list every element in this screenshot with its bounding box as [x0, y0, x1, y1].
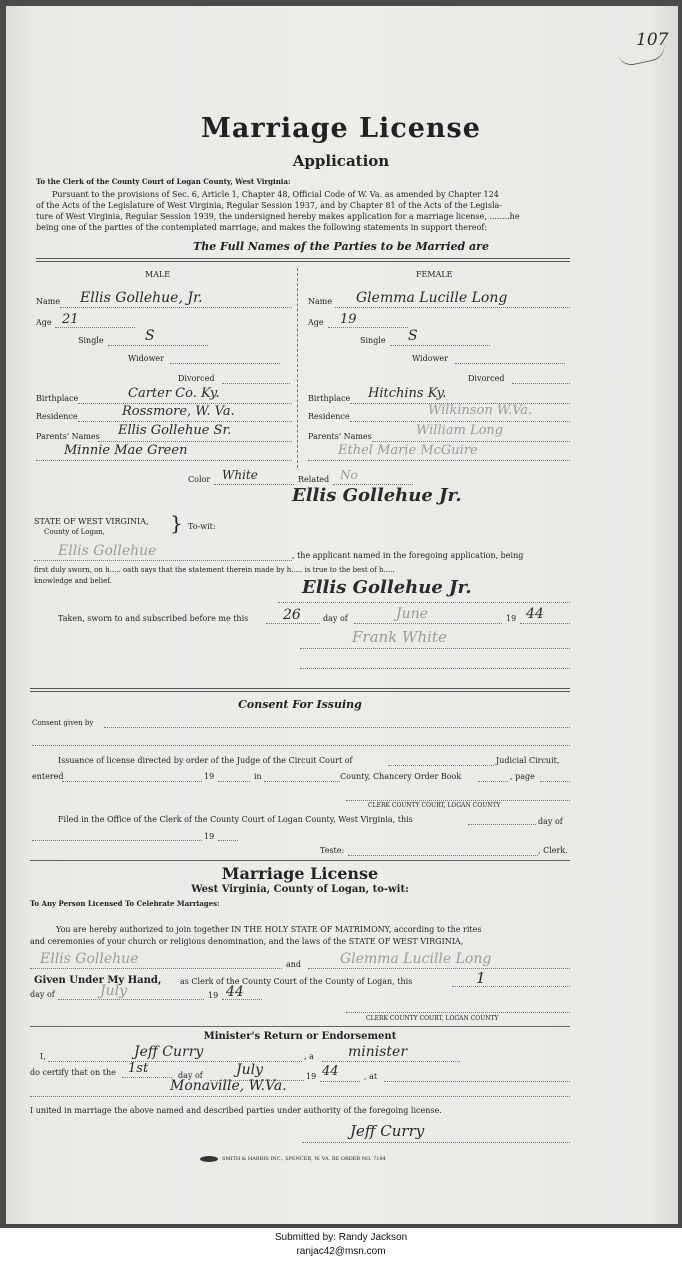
taken-month-value: June	[396, 606, 428, 622]
brace: }	[170, 511, 183, 535]
minister-name-line	[48, 1061, 302, 1062]
applicant-name-value: Ellis Gollehue	[58, 543, 157, 559]
license-groom-value: Ellis Gollehue	[40, 951, 139, 967]
cert-year-value: 44	[322, 1064, 339, 1079]
female-widower-line	[455, 363, 565, 364]
consent-line	[104, 727, 570, 728]
male-birthplace-value: Carter Co. Ky.	[128, 386, 220, 401]
license-to-line: To Any Person Licensed To Celebrate Marriages:	[30, 899, 220, 908]
page-title: Marriage License	[201, 113, 481, 144]
female-birthplace-value: Hitchins Ky.	[368, 386, 447, 401]
color-label: Color	[188, 475, 211, 484]
female-name-value: Glemma Lucille Long	[356, 290, 508, 306]
chancery-label: County, Chancery Order Book	[340, 772, 462, 781]
clerk-caption-line-2	[346, 1012, 570, 1013]
column-divider	[297, 268, 298, 468]
female-age-value: 19	[340, 312, 357, 327]
color-line	[214, 484, 294, 485]
male-birthplace-label: Birthplace	[36, 394, 79, 403]
male-residence-label: Residence	[36, 412, 78, 421]
female-name-line	[335, 307, 570, 308]
female-parent-2: Ethel Marie McGuire	[338, 443, 478, 458]
pursuant-line-4: being one of the parties of the contemplated marriage, and makes the following statements in support thereof:	[36, 223, 488, 232]
female-single-line	[390, 345, 490, 346]
pursuant-line-3: ture of West Virginia, Regular Session 1939, the undersigned hereby makes application for a marriage license, ........he	[36, 212, 520, 221]
taken-day-value: 26	[283, 607, 301, 623]
page-label: , page	[510, 772, 535, 781]
sworn-signature: Ellis Gollehue Jr.	[302, 577, 472, 598]
cert-year-line	[320, 1081, 360, 1082]
given-day-line	[452, 986, 570, 987]
cert-day-of-label: day of	[178, 1071, 203, 1080]
teste-label: Teste:	[320, 846, 345, 855]
given-day-value: 1	[476, 969, 486, 987]
license-groom-line	[30, 968, 282, 969]
entered-line	[62, 781, 202, 782]
printer-line: SMITH & HARRIS INC., SPENCER, W. VA. RE ORDER NO. 7184	[222, 1156, 386, 1162]
female-heading: FEMALE	[416, 270, 453, 279]
taken-day-of-label: day of	[323, 614, 348, 623]
at-line	[384, 1081, 570, 1082]
cert-day-value: 1st	[128, 1061, 149, 1076]
page-number: 107	[636, 30, 669, 50]
female-parent-1: William Long	[416, 423, 504, 438]
consent-line-2	[32, 745, 570, 746]
a-label: , a	[304, 1052, 314, 1061]
filed-day-line	[468, 824, 536, 825]
clerk-signature-line	[300, 648, 570, 649]
male-divorced-label: Divorced	[178, 374, 215, 383]
female-divorced-line	[512, 383, 570, 384]
full-names-heading: The Full Names of the Parties to be Married are	[193, 240, 489, 253]
related-value: No	[340, 468, 358, 482]
given-year-value: 44	[226, 984, 244, 1000]
consent-divider	[30, 688, 570, 692]
applicant-name-line	[34, 560, 292, 561]
teste-line	[348, 855, 538, 856]
pursuant-line-1: Pursuant to the provisions of Sec. 6, Article 1, Chapter 48, Official Code of W. Va. as amended by Chapter 124	[52, 190, 499, 199]
given-label: Given Under My Hand,	[34, 975, 162, 986]
female-age-label: Age	[308, 318, 324, 327]
minister-title-line	[322, 1061, 460, 1062]
cert-day-line	[122, 1077, 172, 1078]
united-text: I united in marriage the above named and described parties under authority of the foregoing license.	[30, 1106, 442, 1115]
female-birthplace-label: Birthplace	[308, 394, 351, 403]
at-label: , at	[364, 1072, 378, 1081]
cert-year-prefix: 19	[306, 1072, 317, 1081]
consent-label: Consent given by	[32, 719, 94, 727]
clerk-caption: CLERK COUNTY COURT, LOGAN COUNTY	[368, 802, 501, 809]
license-subtitle: West Virginia, County of Logan, to-wit:	[191, 884, 409, 895]
clerk-title-line	[300, 668, 570, 669]
submitted-by: Submitted by: Randy Jackson	[274, 1232, 408, 1243]
male-widower-line	[170, 363, 280, 364]
male-residence-value: Rossmore, W. Va.	[122, 404, 235, 419]
female-residence-line	[350, 421, 570, 422]
male-name-label: Name	[36, 297, 61, 306]
color-value: White	[222, 468, 258, 482]
male-widower-label: Widower	[128, 354, 164, 363]
male-parents-line-1	[98, 441, 292, 442]
male-age-line	[55, 327, 135, 328]
given-year-prefix: 19	[208, 991, 219, 1000]
taken-year-prefix: 19	[506, 614, 517, 623]
given-day-of-label: day of	[30, 990, 55, 999]
related-label: Related	[298, 475, 330, 484]
female-single-label: Single	[360, 336, 386, 345]
male-single-line	[108, 345, 208, 346]
to-clerk-line: To the Clerk of the County Court of Logan County, West Virginia:	[36, 177, 291, 186]
applicant-signature: Ellis Gollehue Jr.	[292, 485, 462, 506]
female-divorced-label: Divorced	[468, 374, 505, 383]
male-parents-label: Parents' Names	[36, 432, 100, 441]
chancery-line	[478, 781, 508, 782]
entered-label: entered	[32, 772, 64, 781]
filed-year-prefix: 19	[204, 832, 215, 841]
pursuant-line-2: of the Acts of the Legislature of West Virginia, Regular Session 1937, and by Chapter 81 of the Acts of the Legisla-	[36, 201, 502, 210]
male-residence-line	[78, 421, 292, 422]
cert-place-line	[30, 1096, 570, 1097]
judicial-circuit-label: Judicial Circuit,	[496, 756, 560, 765]
entered-year-prefix: 19	[204, 772, 215, 781]
and-label: and	[286, 960, 302, 969]
taken-year-value: 44	[526, 606, 544, 622]
given-month-value: July	[100, 983, 128, 999]
clerk-caption-line	[346, 800, 570, 801]
clerk-caption-2: CLERK COUNTY COURT, LOGAN COUNTY	[366, 1015, 499, 1022]
county-line: County of Logan,	[44, 528, 105, 536]
state-line: STATE OF WEST VIRGINIA,	[34, 517, 149, 526]
male-parents-line-2	[36, 460, 292, 461]
female-age-line	[328, 327, 408, 328]
minister-signature: Jeff Curry	[350, 1122, 425, 1140]
minister-signature-line	[302, 1142, 570, 1143]
license-bride-line	[308, 968, 570, 969]
male-divorced-line	[222, 383, 290, 384]
applicant-text: , the applicant named in the foregoing application, being	[292, 551, 524, 560]
clerk-signature: Frank White	[352, 628, 447, 646]
taken-label: Taken, sworn to and subscribed before me this	[58, 614, 249, 623]
filed-line: Filed in the Office of the Clerk of the County Court of Logan County, West Virginia, this	[58, 815, 413, 824]
male-single-label: Single	[78, 336, 104, 345]
certify-label: do certify that on the	[30, 1068, 116, 1077]
license-bride-value: Glemma Lucille Long	[340, 951, 492, 967]
page-line	[540, 781, 570, 782]
male-name-line	[60, 307, 292, 308]
submitter-email[interactable]: ranjac42@msn.com	[296, 1246, 386, 1257]
filed-month-line	[32, 840, 202, 841]
knowledge-text: knowledge and belief.	[34, 577, 112, 585]
cert-place-value: Monaville, W.Va.	[170, 1078, 287, 1094]
male-parent-2: Minnie Mae Green	[64, 443, 188, 458]
female-parents-line-1	[372, 441, 570, 442]
female-widower-label: Widower	[412, 354, 448, 363]
minister-name-value: Jeff Curry	[134, 1044, 204, 1060]
female-parents-line-2	[308, 460, 570, 461]
cert-month-value: July	[236, 1062, 264, 1078]
printer-mark-icon	[200, 1156, 218, 1162]
sworn-signature-line	[278, 602, 570, 603]
minister-title-value: minister	[348, 1044, 408, 1060]
clerk-label: , Clerk.	[538, 846, 568, 855]
minister-heading: Minister's Return or Endorsement	[203, 1031, 397, 1042]
male-age-label: Age	[36, 318, 52, 327]
section-divider	[36, 258, 570, 262]
male-parent-1: Ellis Gollehue Sr.	[118, 423, 232, 438]
taken-month-line	[354, 623, 502, 624]
license-text-1: You are hereby authorized to join together IN THE HOLY STATE OF MATRIMONY, according to the rites	[56, 925, 482, 934]
sworn-text: first duly sworn, on h..... oath says that the statement therein made by h..... is true to the best of h.....	[34, 566, 395, 574]
i-label: I,	[40, 1052, 46, 1061]
male-age-value: 21	[62, 312, 79, 327]
taken-year-line	[520, 623, 570, 624]
license-title: Marriage License	[221, 864, 379, 883]
page-subtitle: Application	[292, 152, 390, 170]
given-month-line	[58, 999, 204, 1000]
circuit-line	[388, 765, 494, 766]
female-residence-value: Wilkinson W.Va.	[428, 403, 533, 418]
minister-divider	[30, 1026, 570, 1027]
taken-day-line	[266, 623, 320, 624]
female-single-value: S	[408, 328, 418, 344]
male-name-value: Ellis Gollehue, Jr.	[80, 290, 203, 306]
entered-year-line	[218, 781, 250, 782]
issuance-line: Issuance of license directed by order of the Judge of the Circuit Court of	[58, 756, 353, 765]
in-line	[264, 781, 340, 782]
license-text-2: and ceremonies of your church or religious denomination, and the laws of the STATE OF WEST VIRGINIA,	[30, 937, 464, 946]
filed-year-line	[218, 840, 238, 841]
consent-heading: Consent For Issuing	[238, 698, 362, 711]
male-single-value: S	[145, 328, 155, 344]
female-name-label: Name	[308, 297, 333, 306]
male-heading: MALE	[145, 270, 171, 279]
to-wit-label: To-wit:	[188, 522, 216, 531]
filed-day-of-label: day of	[538, 817, 563, 826]
female-parents-label: Parents' Names	[308, 432, 372, 441]
female-residence-label: Residence	[308, 412, 350, 421]
in-label: in	[254, 772, 262, 781]
given-text: as Clerk of the County Court of the County of Logan, this	[180, 977, 413, 986]
license-divider	[30, 860, 570, 861]
